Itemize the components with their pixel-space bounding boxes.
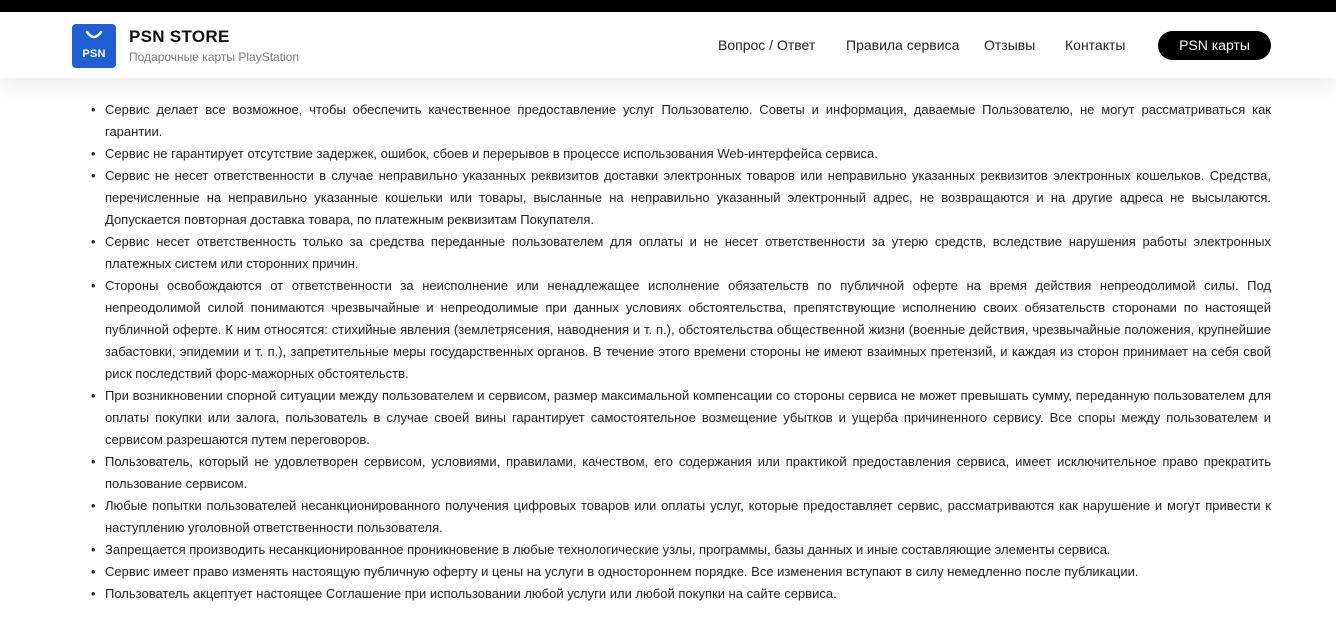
terms-item-text: Запрещается производить несанкционированное проникновение в любые технологические узлы, программы, базы данных и иные составляющие элементы сервиса.	[105, 542, 1111, 557]
terms-item	[91, 495, 1271, 539]
nav-link-contacts[interactable]: Контакты	[1065, 37, 1126, 53]
terms-item-text: При возникновении спорной ситуации между пользователем и сервисом, размер максимальной компенсации со стороны сервиса не может превышать сумму, переданную пользователем для оплаты покупки или залога, пользователь в случае своей вины гарантирует самостоятельное возмещение убытков и ущерба причиненного сервису. Все споры между пользователем и сервисом разрешаются путем переговоров.	[105, 388, 1271, 447]
bullet-icon: •	[91, 102, 96, 117]
terms-item	[91, 451, 1271, 495]
bullet-icon: •	[91, 278, 96, 293]
terms-item	[91, 231, 1271, 275]
bullet-icon: •	[91, 234, 96, 249]
bullet-icon: •	[91, 564, 96, 579]
terms-item-text: Стороны освобождаются от ответственности за неисполнение или ненадлежащее исполнение обязательств по публичной оферте на время действия непреодолимой силы. Под непреодолимой силой понимаются чрезвычайные и непреодолимые при данных условиях обстоятельства, препятствующие исполнению своих обязательств сторонами по настоящей публичной оферте. К ним относятся: стихийные явления (землетрясения, наводнения и т. п.), обстоятельства общественной жизни (военные действия, чрезвычайные положения, крупнейшие забастовки, эпидемии и т. п.), запретительные меры государственных органов. В течение этого времени стороны не имеют взаимных претензий, и каждая из сторон принимает на себя свой риск последствий форс-мажорных обстоятельств.	[105, 278, 1271, 381]
bullet-icon: •	[91, 146, 96, 161]
terms-list	[91, 99, 1271, 605]
bullet-icon: •	[91, 454, 96, 469]
terms-item-text: Любые попытки пользователей несанкционированного получения цифровых товаров или оплаты услуг, которые предоставляет сервис, рассматриваются как нарушение и могут привести к наступлению уголовной ответственности пользователя.	[105, 498, 1271, 535]
top-strip	[0, 0, 1336, 12]
terms-item-text: Сервис не гарантирует отсутствие задержек, ошибок, сбоев и перерывов в процессе использования Web-интерфейса сервиса.	[105, 146, 878, 161]
bullet-icon: •	[91, 168, 96, 183]
site-header	[0, 12, 1336, 78]
psn-logo[interactable]	[72, 24, 116, 68]
smile-icon	[85, 30, 103, 42]
nav-link-faq[interactable]: Вопрос / Ответ	[718, 37, 816, 53]
terms-item-text: Сервис делает все возможное, чтобы обеспечить качественное предоставление услуг Пользователю. Советы и информация, даваемые Пользователю, не могут рассматриваться как гарантии.	[105, 102, 1271, 139]
terms-item	[91, 583, 1271, 605]
bullet-icon: •	[91, 498, 96, 513]
logo-text: PSN	[82, 48, 106, 60]
bullet-icon: •	[91, 586, 96, 601]
nav-link-reviews[interactable]: Отзывы	[984, 37, 1036, 53]
terms-item	[91, 539, 1271, 561]
terms-item-text: Сервис несет ответственность только за средства переданные пользователем для оплаты и не несет ответственности за утерю средств, вследствие нарушения работы электронных платежных систем или сторонних причин.	[105, 234, 1271, 271]
terms-item	[91, 99, 1271, 143]
terms-item	[91, 385, 1271, 451]
bullet-icon: •	[91, 542, 96, 557]
terms-item	[91, 275, 1271, 385]
terms-item	[91, 561, 1271, 583]
terms-item-text: Сервис имеет право изменять настоящую публичную оферту и цены на услуги в одностороннем порядке. Все изменения вступают в силу немедленно после публикации.	[105, 564, 1139, 579]
brand-title[interactable]: PSN STORE	[129, 27, 230, 46]
terms-item-text: Пользователь акцептует настоящее Соглашение при использовании любой услуги или любой покупки на сайте сервиса.	[105, 586, 837, 601]
terms-item-text: Пользователь, который не удовлетворен сервисом, условиями, правилами, качеством, его содержания или практикой предоставления сервиса, имеет исключительное право прекратить пользование сервисом.	[105, 454, 1271, 491]
brand-subtitle: Подарочные карты PlayStation	[129, 50, 300, 64]
psn-cards-button[interactable]: PSN карты	[1158, 31, 1271, 60]
terms-item-text: Сервис не несет ответственности в случае неправильно указанных реквизитов доставки электронных товаров или неправильно указанных реквизитов электронных кошельков. Средства, перечисленные на неправильно указанные кошельки или товары, высланные на неправильно указанный электронный адрес, не возвращаются и на другие адреса не высылаются. Допускается повторная доставка товара, по платежным реквизитам Покупателя.	[105, 168, 1271, 227]
bullet-icon: •	[91, 388, 96, 403]
nav-link-rules[interactable]: Правила сервиса	[846, 37, 960, 53]
terms-item	[91, 143, 1271, 165]
terms-item	[91, 165, 1271, 231]
